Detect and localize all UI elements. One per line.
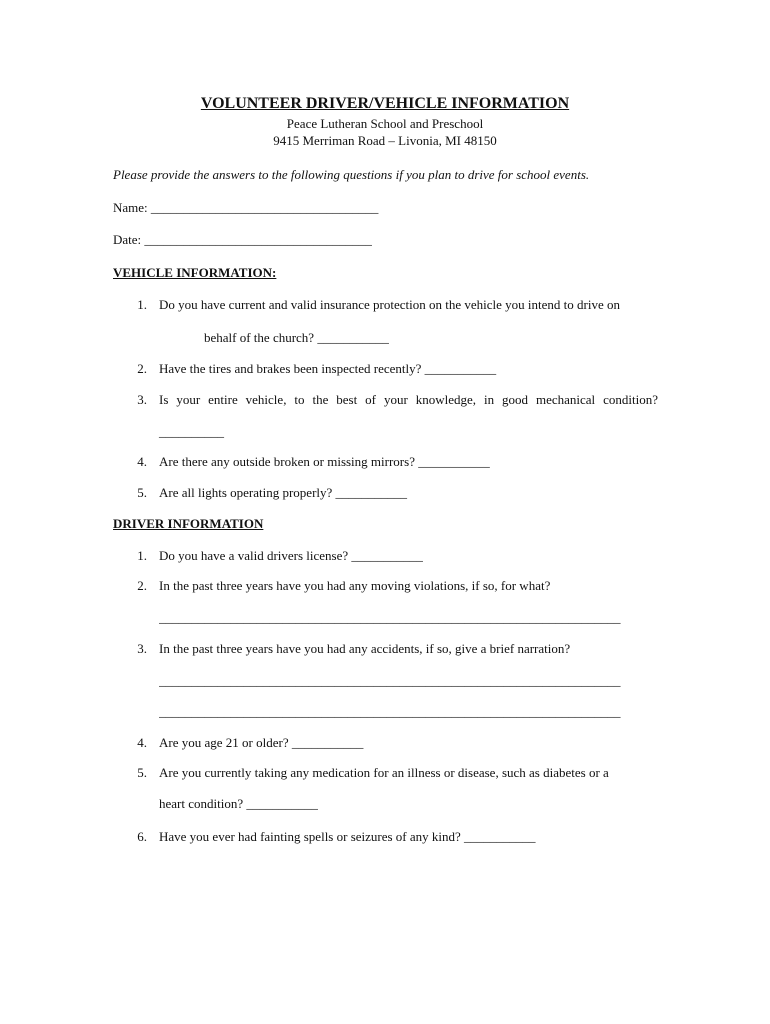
driver-info-heading: DRIVER INFORMATION [113,516,264,531]
vehicle-q3-text: Is your entire vehicle, to the best of your knowledge, in good mechanical condition? [159,392,658,407]
question-number: 1. [137,548,147,563]
driver-q6-text[interactable]: Have you ever had fainting spells or seizures of any kind? ___________ [159,829,536,844]
vehicle-info-heading: VEHICLE INFORMATION: [113,265,277,280]
question-number: 3. [137,641,147,656]
date-field[interactable]: Date: ___________________________________ [113,232,372,247]
driver-q1-text[interactable]: Do you have a valid drivers license? ___________ [159,548,423,563]
driver-q2-answer-line[interactable]: _______________________________________________________________________ [159,610,621,625]
question-number: 4. [137,735,147,750]
driver-q5-text: Are you currently taking any medication for an illness or disease, such as diabetes or a [159,765,609,780]
vehicle-q4-text[interactable]: Are there any outside broken or missing mirrors? ___________ [159,454,490,469]
driver-q3-answer-line[interactable]: _______________________________________________________________________ [159,704,621,719]
school-name: Peace Lutheran School and Preschool [286,116,484,131]
driver-q5-answer[interactable]: heart condition? ___________ [159,796,318,811]
name-field[interactable]: Name: ___________________________________ [113,200,379,215]
question-number: 3. [137,392,147,407]
intro-text: Please provide the answers to the following questions if you plan to drive for school events. [113,167,590,182]
question-number: 1. [137,297,147,312]
vehicle-q5-text[interactable]: Are all lights operating properly? ___________ [159,485,408,500]
driver-q2-text: In the past three years have you had any moving violations, if so, for what? [159,578,551,593]
question-number: 6. [137,829,147,844]
form-title: VOLUNTEER DRIVER/VEHICLE INFORMATION [200,95,570,112]
question-number: 5. [137,765,147,780]
school-address: 9415 Merriman Road – Livonia, MI 48150 [273,133,497,148]
vehicle-q1-text: Do you have current and valid insurance protection on the vehicle you intend to drive on [159,297,620,312]
question-number: 2. [137,361,147,376]
vehicle-q3-answer[interactable]: __________ [159,424,224,439]
driver-q4-text[interactable]: Are you age 21 or older? ___________ [159,735,364,750]
vehicle-q1-answer[interactable]: behalf of the church? ___________ [204,330,389,345]
question-number: 2. [137,578,147,593]
question-number: 5. [137,485,147,500]
driver-q3-answer-line[interactable]: _______________________________________________________________________ [159,673,621,688]
vehicle-q2-text[interactable]: Have the tires and brakes been inspected recently? ___________ [159,361,497,376]
question-number: 4. [137,454,147,469]
driver-q3-text: In the past three years have you had any accidents, if so, give a brief narration? [159,641,571,656]
